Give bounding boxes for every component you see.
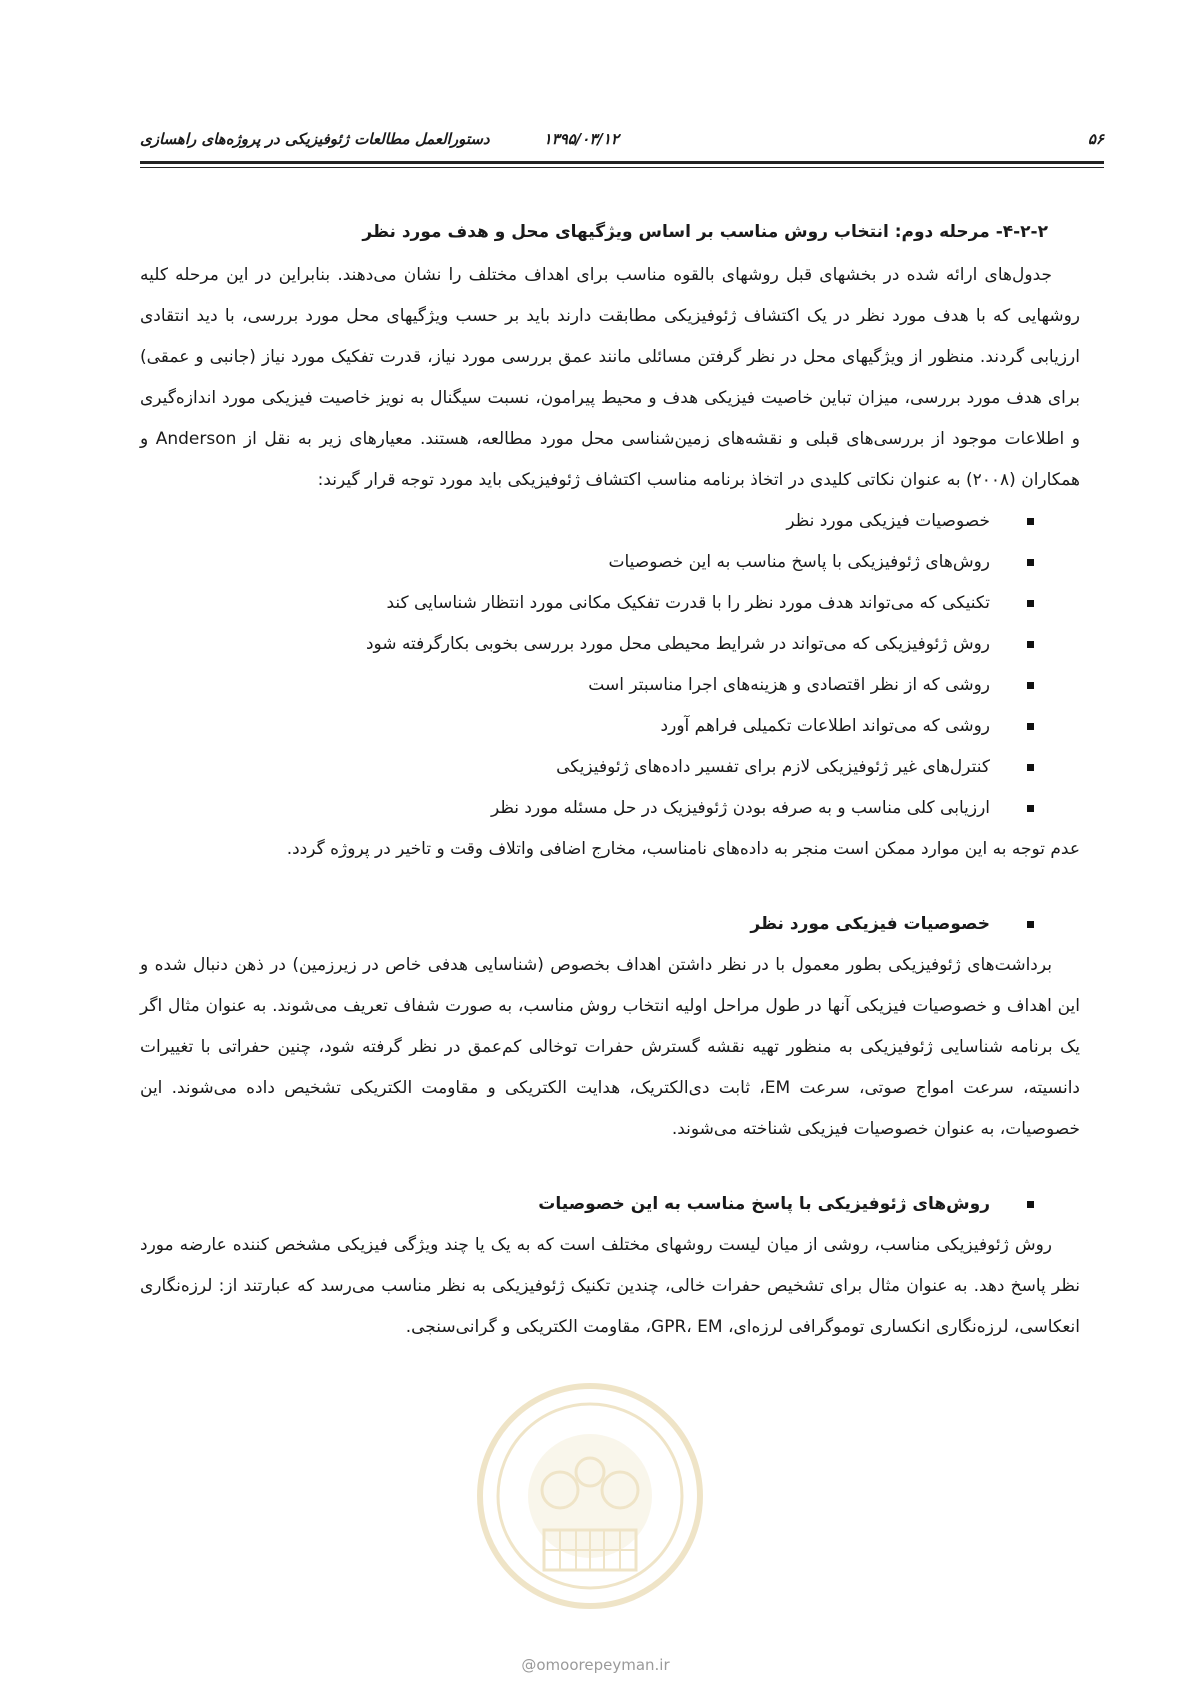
header-date: ۱۳۹۵/۰۳/۱۲ xyxy=(543,130,619,148)
list-item: روش ژئوفیزیکی که می‌تواند در شرایط محیطی محل مورد بررسی بخوبی بکارگرفته شود xyxy=(140,624,1080,665)
geophysical-methods-paragraph: روش ژئوفیزیکی مناسب، روشی از میان لیست روشهای مختلف است که به یک یا چند ویژگی فیزیکی مشخص کننده عارضه مورد نظر پاسخ دهد. به عنوان مثال برای تشخیص حفرات خالی، چندین تکنیک ژئوفیزیکی به نظر مناسب می‌رسد که عبارتند از: لرزه‌نگاری انعکاسی، لرزه‌نگاری انکساری توموگرافی لرزه‌ای، GPR، EM، مقاومت الکتریکی و گرانی‌سنجی. xyxy=(140,1235,1080,1337)
bullet-square-icon xyxy=(1027,1201,1034,1208)
list-item: ارزیابی کلی مناسب و به صرفه بودن ژئوفیزیک در حل مسئله مورد نظر xyxy=(140,788,1080,829)
header-rule-thin xyxy=(140,167,1104,168)
list-item: روشی که از نظر اقتصادی و هزینه‌های اجرا مناسبتر است xyxy=(140,665,1080,706)
page-number: ۵۶ xyxy=(1087,130,1104,148)
subsection-heading-geophysical-methods: روش‌های ژئوفیزیکی با پاسخ مناسب به این خصوصیات xyxy=(140,1184,1080,1225)
bullet-square-icon xyxy=(1027,921,1034,928)
intro-paragraph: جدول‌های ارائه شده در بخشهای قبل روشهای بالقوه مناسب برای اهداف مختلف را نشان می‌دهند. بنابراین در این مرحله کلیه روشهایی که با هدف مورد نظر در یک اکتشاف ژئوفیزیکی مطابقت دارند باید بر حسب ویژگیهای محل مورد بررسی، با دید انتقادی ارزیابی گردند. منظور از ویژگیهای محل در نظر گرفتن مسائلی مانند عمق بررسی مورد نیاز، قدرت تفکیک مورد نیاز (جانبی و عمقی) برای هدف مورد بررسی، میزان تباین خاصیت فیزیکی هدف و محیط پیرامون، نسبت سیگنال به نویز خاصیت فیزیکی مورد اندازه‌گیری و اطلاعات موجود از بررسی‌های قبلی و نقشه‌های زمین‌شناسی محل مورد مطالعه، هستند. معیارهای زیر به نقل از Anderson و همکاران (۲۰۰۸) به عنوان نکاتی کلیدی در اتخاذ برنامه مناسب اکتشاف ژئوفیزیکی باید مورد توجه قرار گیرند: xyxy=(140,265,1080,490)
subsection-heading-physical-properties: خصوصیات فیزیکی مورد نظر xyxy=(140,904,1080,945)
header-rule-thick xyxy=(140,161,1104,164)
bullet-square-icon xyxy=(1027,559,1034,566)
section-heading: ۴-۲-۲- مرحله دوم: انتخاب روش مناسب بر اساس ویژگیهای محل و هدف مورد نظر xyxy=(362,222,1048,242)
bullet-square-icon xyxy=(1027,764,1034,771)
list-item: روش‌های ژئوفیزیکی با پاسخ مناسب به این خصوصیات xyxy=(140,542,1080,583)
list-item: کنترل‌های غیر ژئوفیزیکی لازم برای تفسیر داده‌های ژئوفیزیکی xyxy=(140,747,1080,788)
criteria-list xyxy=(140,501,1080,829)
bullet-square-icon xyxy=(1027,723,1034,730)
bullet-square-icon xyxy=(1027,805,1034,812)
bullet-square-icon xyxy=(1027,600,1034,607)
warning-note: عدم توجه به این موارد ممکن است منجر به داده‌های نامناسب، مخارج اضافی واتلاف وقت و تاخیر در پروژه گردد. xyxy=(286,839,1080,859)
list-item: خصوصیات فیزیکی مورد نظر xyxy=(140,501,1080,542)
bullet-square-icon xyxy=(1027,641,1034,648)
page-content xyxy=(140,212,1080,1348)
watermark-url: @omoorepeyman.ir xyxy=(521,1656,670,1674)
watermark-seal-icon xyxy=(474,1380,706,1612)
page-header xyxy=(140,130,1104,154)
list-item: تکنیکی که می‌تواند هدف مورد نظر را با قدرت تفکیک مکانی مورد انتظار شناسایی کند xyxy=(140,583,1080,624)
header-title: دستورالعمل مطالعات ژئوفیزیکی در پروژه‌های راهسازی xyxy=(140,130,490,148)
bullet-square-icon xyxy=(1027,518,1034,525)
list-item: روشی که می‌تواند اطلاعات تکمیلی فراهم آورد xyxy=(140,706,1080,747)
physical-properties-paragraph: برداشت‌های ژئوفیزیکی بطور معمول با در نظر داشتن اهداف بخصوص (شناسایی هدفی خاص در زیرزمین) در ذهن دنبال شده و این اهداف و خصوصیات فیزیکی آنها در طول مراحل اولیه انتخاب روش مناسب، به صورت شفاف تعریف می‌شوند. به عنوان مثال اگر یک برنامه شناسایی ژئوفیزیکی به منظور تهیه نقشه گسترش حفرات توخالی کم‌عمق در نظر گرفته شود، چنین حفراتی با تغییرات دانسیته، سرعت امواج صوتی، سرعت EM، ثابت دی‌الکتریک، هدایت الکتریکی و مقاومت الکتریکی تشخیص داده می‌شوند. این خصوصیات، به عنوان خصوصیات فیزیکی شناخته می‌شوند. xyxy=(140,955,1081,1139)
bullet-square-icon xyxy=(1027,682,1034,689)
